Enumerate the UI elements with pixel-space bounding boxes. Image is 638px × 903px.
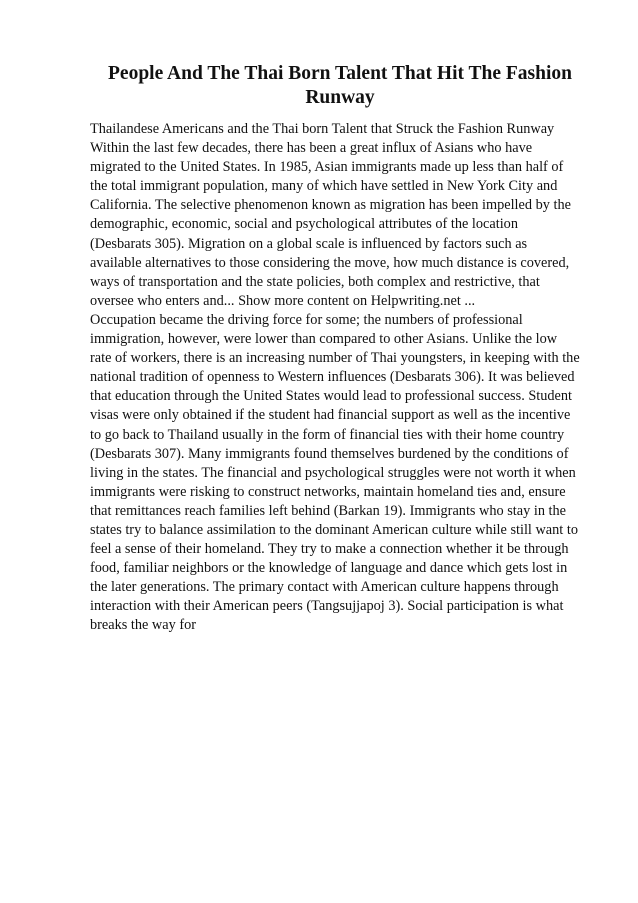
- body-line: (Desbarats 307). Many immigrants found themselves burdened by the conditions of: [90, 445, 569, 462]
- body-line: migrated to the United States. In 1985, Asian immigrants made up less than half of: [90, 159, 564, 176]
- body-line: rate of workers, there is an increasing number of Thai youngsters, in keeping with the: [90, 350, 580, 367]
- body-line: immigrants were risking to construct networks, maintain homeland ties and, ensure: [90, 483, 566, 500]
- body-line: that remittances reach families left behind (Barkan 19). Immigrants who stay in the: [90, 502, 567, 519]
- body-line: interaction with their American peers (Tangsujjapoj 3). Social participation is what: [90, 598, 564, 615]
- body-line: that education through the United States would lead to professional success. Student: [90, 388, 573, 405]
- body-line: visas were only obtained if the student had financial support as well as the incentive: [90, 407, 571, 424]
- body-line: to go back to Thailand usually in the form of financial ties with their home country: [90, 426, 565, 443]
- body-line: Occupation became the driving force for some; the numbers of professional: [90, 311, 523, 328]
- body-line: ways of transportation and the state policies, both complex and restrictive, that: [90, 273, 540, 290]
- body-line: breaks the way for: [90, 617, 196, 634]
- body-line: national tradition of openness to Western influences (Desbarats 306). It was believed: [90, 369, 575, 386]
- body-line: California. The selective phenomenon known as migration has been impelled by the: [90, 197, 571, 214]
- body-line: Within the last few decades, there has been a great influx of Asians who have: [90, 140, 533, 157]
- body-line: states try to balance assimilation to the dominant American culture while still want to: [90, 521, 578, 538]
- body-line: food, familiar neighbors or the knowledge of language and dance which gets lost in: [90, 560, 568, 577]
- body-line: the total immigrant population, many of which have settled in New York City and: [90, 178, 558, 195]
- body-line: Thailandese Americans and the Thai born Talent that Struck the Fashion Runway: [90, 121, 555, 137]
- title-line: Runway: [305, 87, 375, 108]
- body-line: oversee who enters and... Show more content on Helpwriting.net ...: [90, 292, 476, 309]
- body-line: the later generations. The primary contact with American culture happens through: [90, 579, 559, 596]
- document-title: [90, 62, 590, 110]
- body-line: demographic, economic, social and psychological attributes of the location: [90, 216, 518, 233]
- body-line: available alternatives to those considering the move, how much distance is covered,: [90, 254, 570, 271]
- body-line: feel a sense of their homeland. They try to make a connection whether it be through: [90, 541, 569, 558]
- body-line: immigration, however, were lower than compared to other Asians. Unlike the low: [90, 331, 558, 348]
- body-line: living in the states. The financial and psychological struggles were not worth it when: [90, 464, 576, 481]
- title-line: People And The Thai Born Talent That Hit The Fashion: [108, 63, 572, 84]
- document-body: [90, 120, 600, 636]
- body-line: (Desbarats 305). Migration on a global scale is influenced by factors such as: [90, 235, 528, 252]
